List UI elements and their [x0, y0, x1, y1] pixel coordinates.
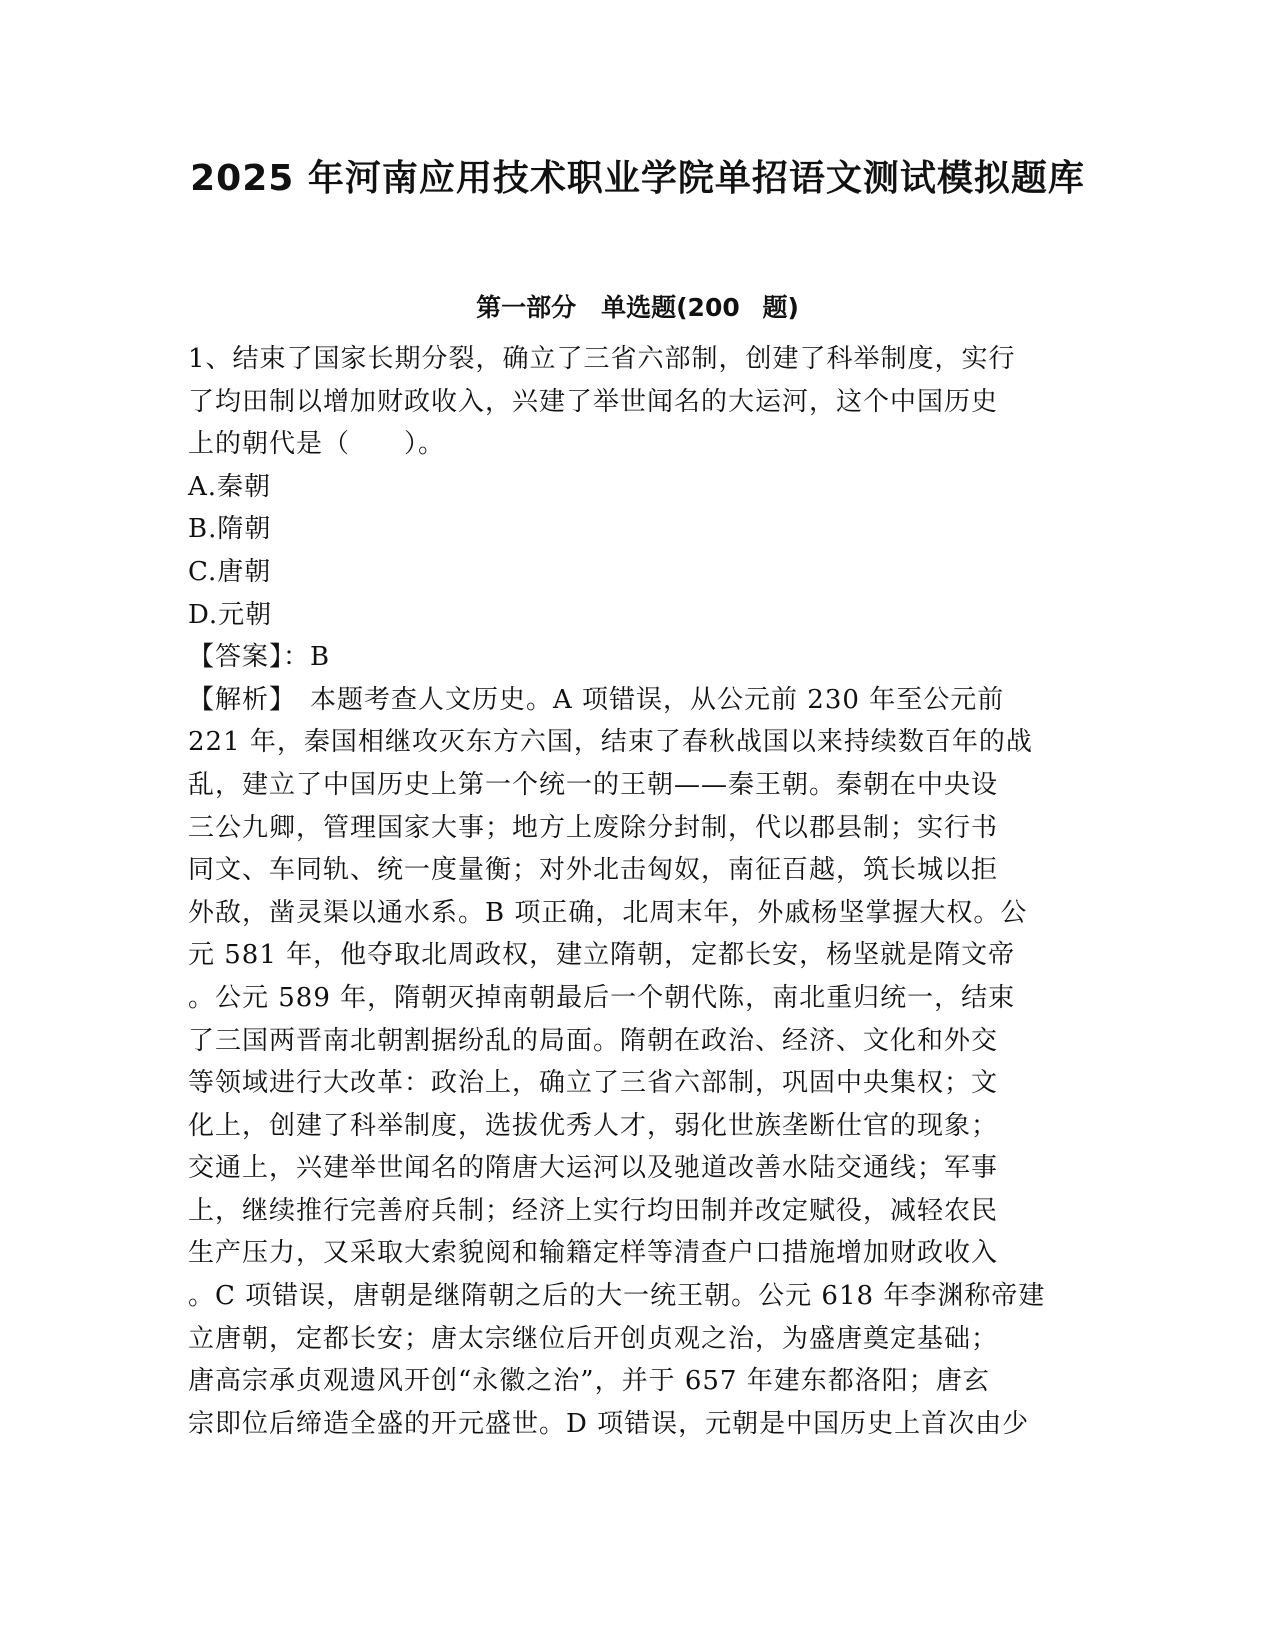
analysis-line: 三公九卿，管理国家大事；地方上废除分封制，代以郡县制；实行书 [188, 812, 999, 843]
options-list [188, 466, 1088, 636]
analysis-line: 外敌，凿灵渠以通水系。B 项正确，北周末年，外戚杨坚掌握大权。公 [188, 897, 1028, 928]
analysis-line: 。C 项错误，唐朝是继隋朝之后的大一统王朝。公元 618 年李渊称帝建 [188, 1281, 1046, 1312]
stem-line: 上的朝代是（ ）。 [188, 429, 446, 460]
option-d: D.元朝 [188, 599, 273, 630]
analysis-line: 221 年，秦国相继攻灭东方六国，结束了春秋战国以来持续数百年的战 [188, 727, 1033, 758]
analysis-line: 元 581 年，他夺取北周政权，建立隋朝，定都长安，杨坚就是隋文帝 [188, 940, 1016, 971]
page-title: 2025 年河南应用技术职业学院单招语文测试模拟题库 [190, 158, 1085, 199]
answer-line: 【答案】：B [188, 642, 331, 673]
analysis-line: 乱，建立了中国历史上第一个统一的王朝——秦王朝。秦朝在中央设 [188, 769, 999, 800]
analysis-line: 上，继续推行完善府兵制；经济上实行均田制并改定赋役，减轻农民 [188, 1195, 999, 1226]
analysis-line: 同文、车同轨、统一度量衡；对外北击匈奴，南征百越，筑长城以拒 [188, 855, 999, 886]
analysis-block [188, 679, 1088, 1446]
analysis-line: 立唐朝，定都长安；唐太宗继位后开创贞观之治，为盛唐奠定基础； [188, 1323, 999, 1354]
analysis-line: 。公元 589 年，隋朝灭掉南朝最后一个朝代陈，南北重归统一，结束 [188, 982, 1016, 1013]
analysis-line: 生产压力，又采取大索貌阅和输籍定样等清查户口措施增加财政收入 [188, 1238, 999, 1269]
question-stem [188, 338, 1088, 466]
option-a: A.秦朝 [188, 471, 272, 502]
stem-line: 1、结束了国家长期分裂，确立了三省六部制，创建了科举制度，实行 [188, 344, 1016, 374]
option-b: B.隋朝 [188, 514, 272, 545]
analysis-line: 化上，创建了科举制度，选拔优秀人才，弱化世族垄断仕官的现象； [188, 1110, 999, 1141]
analysis-line: 唐高宗承贞观遗风开创“永徽之治”，并于 657 年建东都洛阳；唐玄 [188, 1366, 990, 1397]
analysis-line: 宗即位后缔造全盛的开元盛世。D 项错误，元朝是中国历史上首次由少 [188, 1408, 1030, 1439]
analysis-line: 了三国两晋南北朝割据纷乱的局面。隋朝在政治、经济、文化和外交 [188, 1025, 999, 1056]
stem-line: 了均田制以增加财政收入，兴建了举世闻名的大运河，这个中国历史 [188, 386, 999, 417]
option-c: C.唐朝 [188, 556, 272, 587]
analysis-line: 等领域进行大改革：政治上，确立了三省六部制，巩固中央集权；文 [188, 1068, 999, 1099]
analysis-line: 交通上，兴建举世闻名的隋唐大运河以及驰道改善水陆交通线；军事 [188, 1153, 999, 1184]
section-heading: 第一部分 单选题(200 题) [476, 293, 799, 322]
question-block [188, 338, 1088, 1445]
analysis-line: 【解析】 本题考查人文历史。A 项错误，从公元前 230 年至公元前 [188, 684, 1005, 715]
